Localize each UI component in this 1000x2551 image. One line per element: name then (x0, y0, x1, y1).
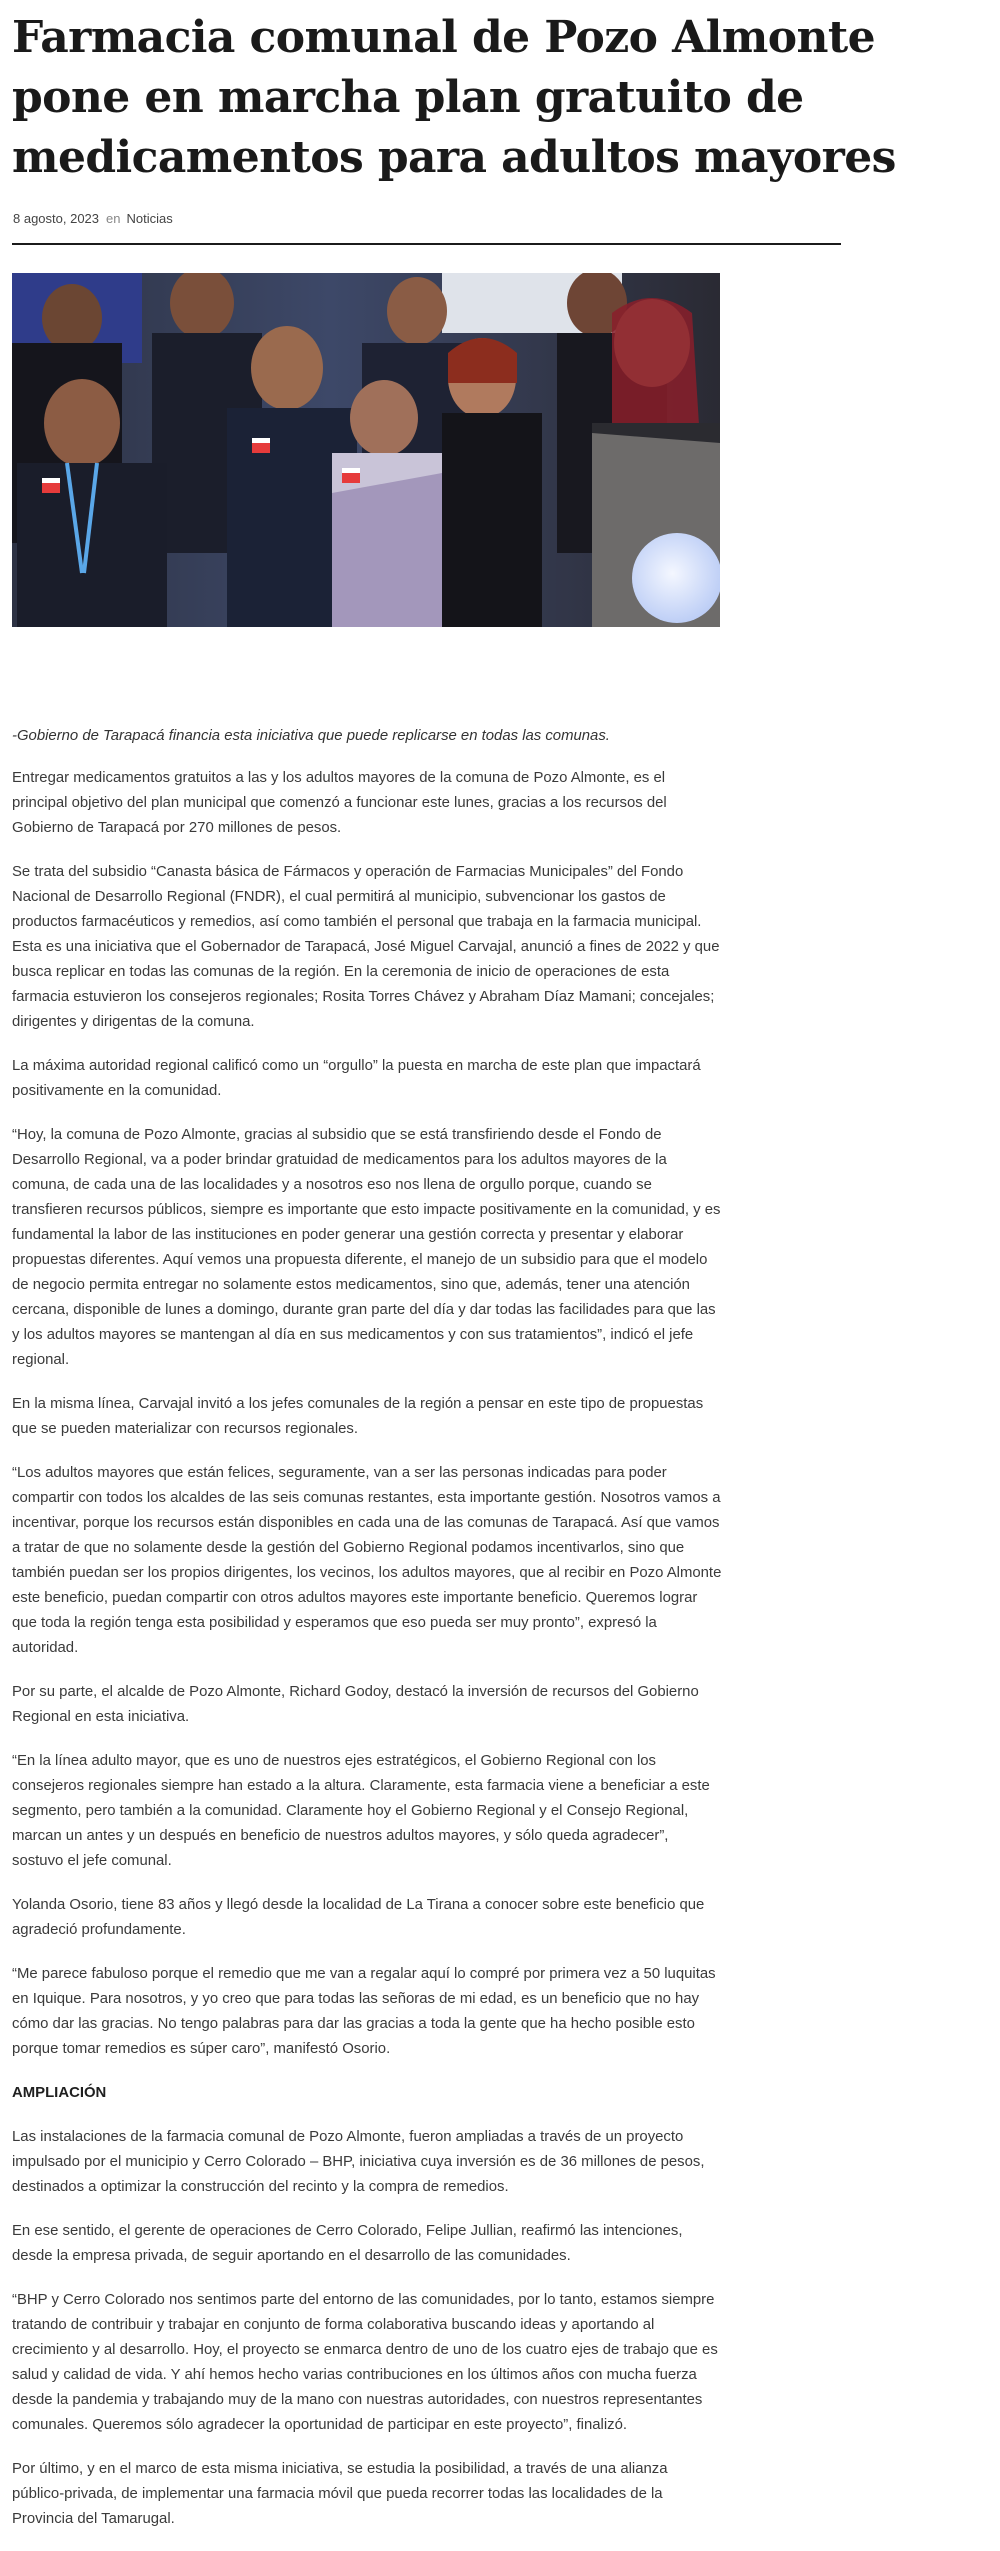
category-link[interactable]: Noticias (126, 211, 173, 226)
article-paragraph: En ese sentido, el gerente de operaciones de Cerro Colorado, Felipe Jullian, reafirmó las intenciones, desde la empresa privada, de seguir aportando en el desarrollo de las comunidades. (12, 2223, 683, 2264)
article-meta (13, 210, 173, 228)
article-paragraph: En la misma línea, Carvajal invitó a los jefes comunales de la región a pensar en este tipo de propuestas que se pueden materializar con recursos regionales. (12, 1396, 704, 1437)
article-paragraph: “Me parece fabuloso porque el remedio que me van a regalar aquí lo compré por primera vez a 50 luquitas en Iquique. Para nosotros, y yo creo que para todas las señoras de mi edad, es un beneficio que no hay cómo dar las gracias. No tengo palabras para dar las gracias a toda la gente que ha hecho posible esto porque tomar remedios es súper caro”, manifestó Osorio. (12, 1966, 716, 2057)
article-paragraph: La máxima autoridad regional calificó como un “orgullo” la puesta en marcha de este plan que impactará positivamente en la comunidad. (12, 1058, 701, 1099)
article-paragraph: “En la línea adulto mayor, que es uno de nuestros ejes estratégicos, el Gobierno Regional con los consejeros regionales siempre han estado a la altura. Claramente, esta farmacia viene a beneficiar a este segmento, pero también a la comunidad. Claramente hoy el Gobierno Regional y el Consejo Regional, marcan un antes y un después en beneficio de nuestros adultos mayores, y sólo queda agradecer”, sostuvo el jefe comunal. (12, 1753, 710, 1869)
article-body (12, 724, 722, 2551)
category-prefix: en (106, 211, 121, 226)
article-paragraph: Por su parte, el alcalde de Pozo Almonte, Richard Godoy, destacó la inversión de recursos del Gobierno Regional en esta iniciativa. (12, 1684, 699, 1725)
article-paragraph: Por último, y en el marco de esta misma iniciativa, se estudia la posibilidad, a través de una alianza público-privada, de implementar una farmacia móvil que pueda recorrer todas las localidades de la Provincia del Tamarugal. (12, 2461, 668, 2527)
article-paragraph: Se trata del subsidio “Canasta básica de Fármacos y operación de Farmacias Municipales” del Fondo Nacional de Desarrollo Regional (FNDR), el cual permitirá al municipio, subvencionar los gastos de productos farmacéuticos y remedios, así como también el personal que trabaja en la farmacia municipal. Esta es una iniciativa que el Gobernador de Tarapacá, José Miguel Carvajal, anunció a fines de 2022 y que busca replicar en todas las comunas de la región. En la ceremonia de inicio de operaciones de esta farmacia estuvieron los consejeros regionales; Rosita Torres Chávez y Abraham Díaz Mamani; concejales; dirigentes y dirigentas de la comuna. (12, 864, 720, 1030)
article-title: Farmacia comunal de Pozo Almonte pone en marcha plan gratuito de medicamentos para adultos mayores (12, 12, 896, 183)
article-lead: -Gobierno de Tarapacá financia esta iniciativa que puede replicarse en todas las comunas. (12, 728, 610, 744)
article-paragraph: Yolanda Osorio, tiene 83 años y llegó desde la localidad de La Tirana a conocer sobre este beneficio que agradeció profundamente. (12, 1897, 705, 1938)
article-paragraph: “Hoy, la comuna de Pozo Almonte, gracias al subsidio que se está transfiriendo desde el Fondo de Desarrollo Regional, va a poder brindar gratuidad de medicamentos para los adultos mayores de la comuna, de cada una de las localidades y a nosotros eso nos llena de orgullo porque, cuando se transfieren recursos públicos, siempre es importante que esto impacte positivamente en la comunidad, y es fundamental la labor de las instituciones en poder generar una gestión correcta y presentar y elaborar propuestas diferentes. Aquí vemos una propuesta diferente, el manejo de un subsidio para que el modelo de negocio permita entregar no solamente estos medicamentos, sino que, además, tener una atención cercana, disponible de lunes a domingo, durante gran parte del día y dar todas las facilidades para que las y los adultos mayores se mantengan al día en sus medicamentos y con sus tratamientos”, indicó el jefe regional. (12, 1127, 721, 1368)
title-divider (12, 243, 841, 245)
article-paragraph: Las instalaciones de la farmacia comunal de Pozo Almonte, fueron ampliadas a través de un proyecto impulsado por el municipio y Cerro Colorado – BHP, iniciativa cuya inversión es de 36 millones de pesos, destinados a optimizar la construcción del recinto y la compra de remedios. (12, 2129, 705, 2195)
article-paragraph: “BHP y Cerro Colorado nos sentimos parte del entorno de las comunidades, por lo tanto, estamos siempre tratando de contribuir y trabajar en conjunto de forma colaborativa buscando ideas y aportando al crecimiento y al desarrollo. Hoy, el proyecto se enmarca dentro de uno de los cuatro ejes de trabajo que es salud y calidad de vida. Y ahí hemos hecho varias contribuciones en los últimos años con mucha fuerza desde la pandemia y trabajando muy de la mano con nuestras autoridades, con nuestros representantes comunales. Queremos sólo agradecer la oportunidad de participar en este proyecto”, finalizó. (12, 2292, 718, 2433)
article-paragraph: Entregar medicamentos gratuitos a las y los adultos mayores de la comuna de Pozo Almonte, es el principal objetivo del plan municipal que comenzó a funcionar este lunes, gracias a los recursos del Gobierno de Tarapacá por 270 millones de pesos. (12, 770, 667, 836)
article-photo (12, 273, 720, 627)
article-paragraph: “Los adultos mayores que están felices, seguramente, van a ser las personas indicadas para poder compartir con todos los alcaldes de las seis comunas restantes, esta importante gestión. Nosotros vamos a incentivar, porque los recursos están disponibles en cada una de las comunas de Tarapacá. Así que vamos a tratar de que no solamente desde la gestión del Gobierno Regional podamos incentivarlos, sino que también puedan ser los propios dirigentes, los vecinos, los adultos mayores, que al recibir en Pozo Almonte este beneficio, puedan compartir con otros adultos mayores este importante beneficio. Queremos lograr que toda la región tenga esta posibilidad y esperamos que eso pueda ser muy pronto”, expresó la autoridad. (12, 1465, 722, 1656)
section-heading: AMPLIACIÓN (12, 2085, 107, 2101)
article-date[interactable]: 8 agosto, 2023 (13, 211, 100, 226)
